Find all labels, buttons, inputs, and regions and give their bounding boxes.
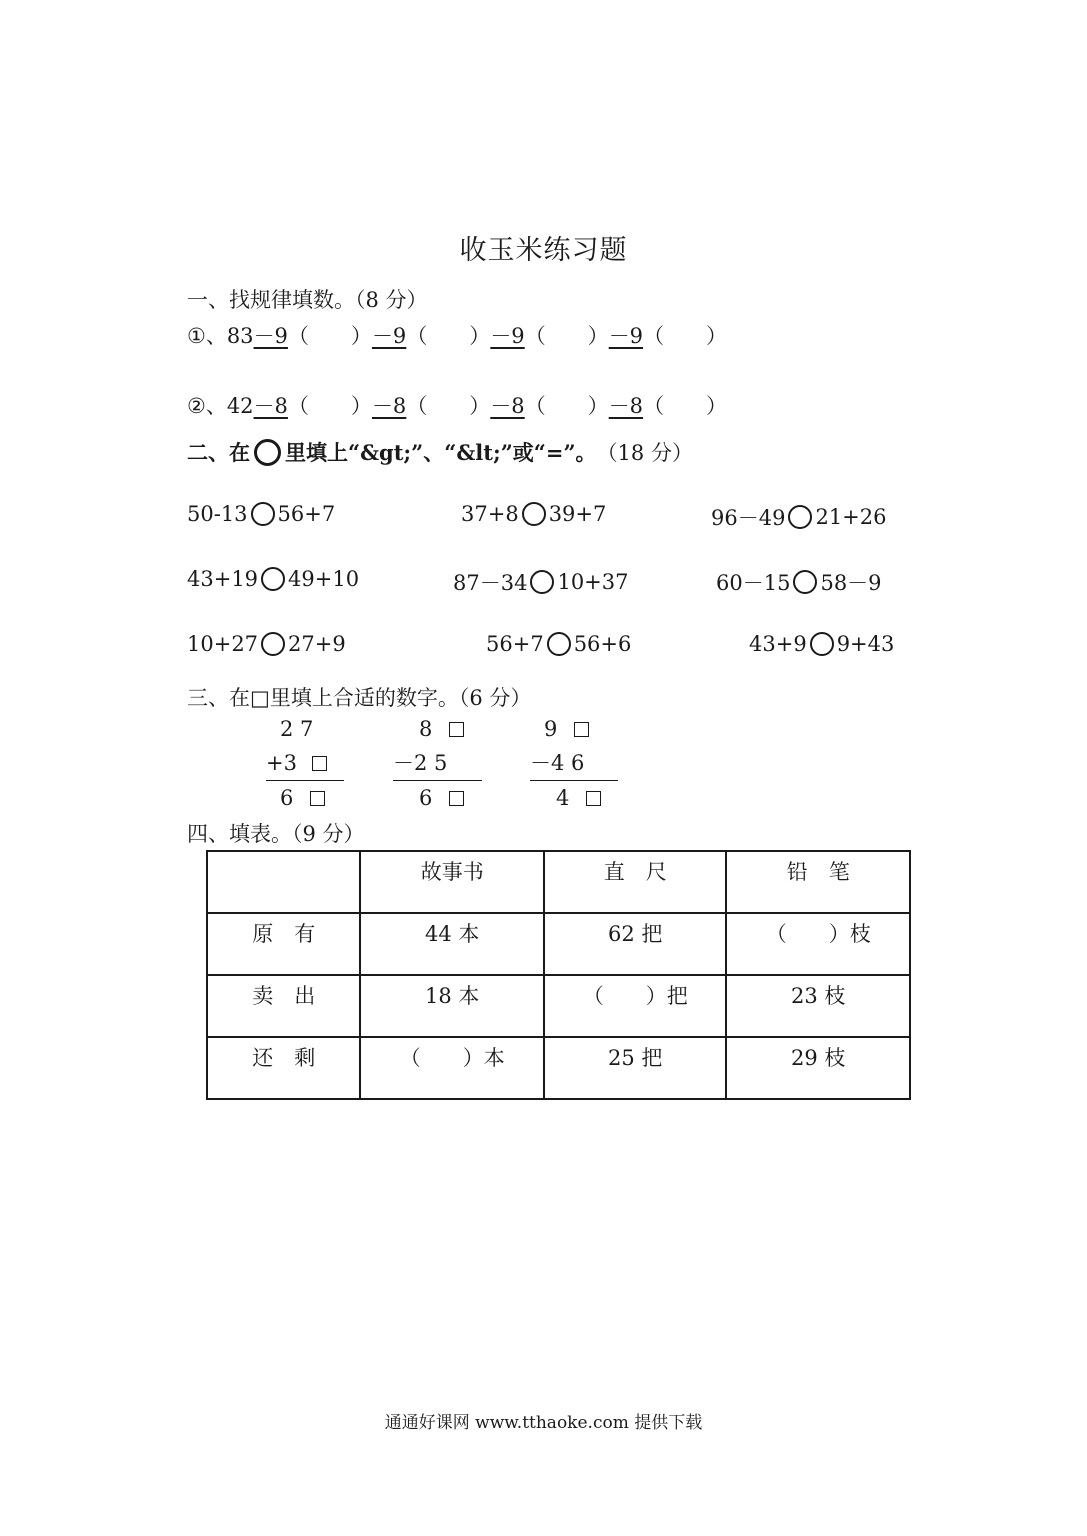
table-row bbox=[207, 1037, 910, 1099]
sequence-op: －9 bbox=[253, 324, 288, 348]
table-cell: 44 本 bbox=[360, 913, 544, 975]
section3-heading: 三、在□里填上合适的数字。（6 分） bbox=[187, 686, 532, 710]
sequence-blank[interactable]: （ ） bbox=[406, 324, 491, 348]
digit-box[interactable] bbox=[586, 791, 601, 806]
circle-icon bbox=[254, 439, 281, 466]
compare-right: 49+10 bbox=[288, 567, 360, 591]
table-cell: 18 本 bbox=[360, 975, 544, 1037]
answer-circle[interactable] bbox=[522, 502, 546, 526]
result-row bbox=[530, 780, 618, 815]
result: 6 bbox=[419, 786, 433, 810]
table-cell: 25 把 bbox=[544, 1037, 727, 1099]
page-title: 收玉米练习题 bbox=[459, 235, 628, 266]
sequence-start: ①、83 bbox=[187, 324, 254, 348]
result-row bbox=[266, 780, 344, 815]
section4-heading: 四、填表。（9 分） bbox=[187, 822, 365, 846]
compare-left: 10+27 bbox=[187, 632, 259, 656]
table-header-cell: 直 尺 bbox=[544, 851, 727, 913]
compare-item bbox=[716, 567, 882, 597]
digit-box[interactable] bbox=[574, 722, 589, 737]
operand-row bbox=[266, 746, 344, 780]
addend-top: 2 7 bbox=[280, 717, 314, 741]
answer-circle[interactable] bbox=[547, 632, 571, 656]
answer-circle[interactable] bbox=[261, 632, 285, 656]
section2-heading-score: （18 分） bbox=[596, 441, 693, 465]
footer-credit: 通通好课网 www.tthaoke.com 提供下载 bbox=[384, 1413, 703, 1433]
sequence-op: －8 bbox=[371, 394, 407, 418]
sequence-op: －8 bbox=[608, 394, 644, 418]
sequence-blank[interactable]: （ ） bbox=[287, 394, 372, 418]
row-label-cell: 还 剩 bbox=[207, 1037, 360, 1099]
compare-right: 27+9 bbox=[288, 632, 346, 656]
compare-item bbox=[486, 632, 631, 656]
row-label-cell: 原 有 bbox=[207, 913, 360, 975]
vertical-problem-1 bbox=[266, 712, 344, 815]
section2-heading-prefix: 二、在 bbox=[187, 440, 250, 465]
result-row bbox=[393, 780, 482, 815]
table-cell-blank[interactable]: （ ）枝 bbox=[726, 913, 910, 975]
compare-right: 9+43 bbox=[836, 632, 895, 656]
row-label-cell: 卖 出 bbox=[207, 975, 360, 1037]
sequence-blank[interactable]: （ ） bbox=[524, 394, 609, 418]
sequence-op: －9 bbox=[490, 324, 525, 348]
compare-left: 87－34 bbox=[453, 571, 528, 595]
minuend-row bbox=[393, 712, 482, 746]
vertical-problem-3 bbox=[530, 712, 618, 815]
compare-right: 56+7 bbox=[277, 502, 336, 526]
table-cell: 29 枝 bbox=[726, 1037, 910, 1099]
table-row bbox=[207, 913, 910, 975]
result: 6 bbox=[280, 786, 294, 810]
compare-left: 60－15 bbox=[716, 571, 791, 595]
section2-heading-suffix: 里填上“&gt;”、“&lt;”或“=”。 bbox=[285, 440, 597, 465]
sequence-op: －9 bbox=[608, 324, 644, 348]
operand: +3 bbox=[266, 751, 297, 775]
digit-box[interactable] bbox=[449, 791, 464, 806]
compare-right: 10+37 bbox=[557, 570, 629, 594]
compare-right: 39+7 bbox=[548, 502, 607, 526]
answer-circle[interactable] bbox=[793, 570, 817, 594]
compare-left: 50-13 bbox=[187, 502, 248, 526]
table-header-cell: 铅 笔 bbox=[726, 851, 910, 913]
compare-item bbox=[461, 502, 606, 526]
table-header-cell: 故事书 bbox=[360, 851, 544, 913]
sequence-blank[interactable]: （ ） bbox=[287, 324, 372, 348]
compare-right: 21+26 bbox=[815, 505, 887, 529]
compare-right: 58－9 bbox=[820, 571, 882, 595]
sequence-blank[interactable]: （ ） bbox=[524, 324, 609, 348]
sequence-op: －8 bbox=[490, 394, 525, 418]
compare-left: 37+8 bbox=[461, 502, 519, 526]
compare-left: 56+7 bbox=[486, 632, 544, 656]
compare-item bbox=[749, 632, 894, 656]
sequence-blank[interactable]: （ ） bbox=[643, 394, 728, 418]
fill-table bbox=[206, 850, 911, 1100]
digit-box[interactable] bbox=[310, 791, 325, 806]
table-cell: 23 枝 bbox=[726, 975, 910, 1037]
compare-item bbox=[711, 502, 887, 532]
operand: －4 6 bbox=[530, 751, 585, 775]
answer-circle[interactable] bbox=[788, 505, 812, 529]
table-cell-blank[interactable]: （ ）把 bbox=[544, 975, 727, 1037]
answer-circle[interactable] bbox=[251, 502, 275, 526]
answer-circle[interactable] bbox=[261, 567, 285, 591]
compare-left: 43+19 bbox=[187, 567, 259, 591]
sequence-op: －9 bbox=[371, 324, 407, 348]
table-row bbox=[207, 975, 910, 1037]
answer-circle[interactable] bbox=[530, 570, 554, 594]
sequence-row-2 bbox=[187, 390, 727, 420]
table-header-cell bbox=[207, 851, 360, 913]
sequence-row-1 bbox=[187, 320, 727, 350]
section1-heading: 一、找规律填数。（8 分） bbox=[187, 288, 428, 312]
section2-heading bbox=[187, 437, 693, 467]
digit-box[interactable] bbox=[312, 756, 327, 771]
minuend: 9 bbox=[544, 717, 558, 741]
vertical-problem-2 bbox=[393, 712, 482, 815]
compare-right: 56+6 bbox=[573, 632, 632, 656]
digit-box[interactable] bbox=[449, 722, 464, 737]
sequence-start: ②、42 bbox=[187, 394, 254, 418]
compare-item bbox=[187, 632, 346, 656]
answer-circle[interactable] bbox=[810, 632, 834, 656]
compare-item bbox=[187, 502, 335, 526]
compare-left: 96－49 bbox=[711, 506, 786, 530]
sequence-blank[interactable]: （ ） bbox=[406, 394, 491, 418]
compare-item bbox=[453, 567, 629, 597]
compare-left: 43+9 bbox=[749, 632, 807, 656]
minuend: 8 bbox=[419, 717, 433, 741]
table-cell: 62 把 bbox=[544, 913, 727, 975]
operand: －2 5 bbox=[393, 751, 448, 775]
compare-item bbox=[187, 567, 359, 591]
table-header-row bbox=[207, 851, 910, 913]
minuend-row bbox=[530, 712, 618, 746]
sequence-op: －8 bbox=[253, 394, 288, 418]
sequence-blank[interactable]: （ ） bbox=[643, 324, 728, 348]
table-cell-blank[interactable]: （ ）本 bbox=[360, 1037, 544, 1099]
result: 4 bbox=[556, 786, 570, 810]
